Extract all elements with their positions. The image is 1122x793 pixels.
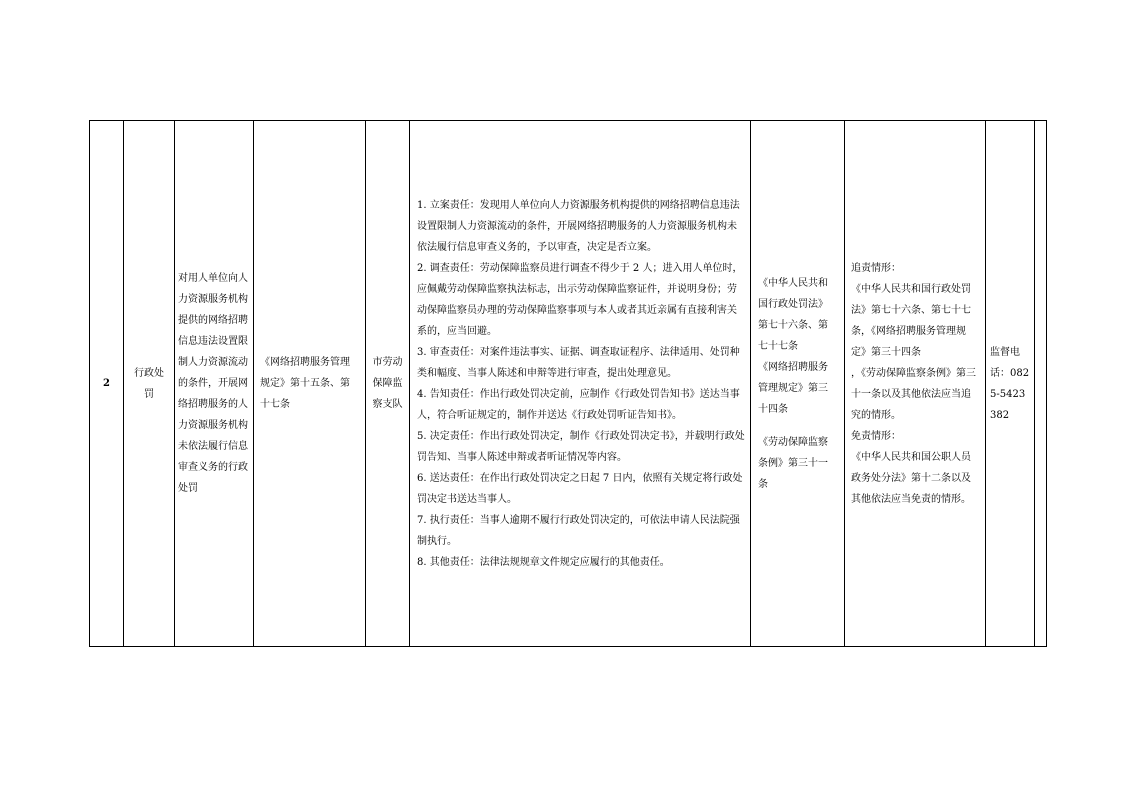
basis-cell: 《网络招聘服务管理规定》第十五条、第十七条 [254,121,366,647]
legal-basis-cell [751,121,845,647]
accountability-item: 《中华人民共和国行政处罚法》第七十六条、第七十七条，《网络招聘服务管理规定》第三十四条 [851,283,971,358]
accountability-heading: 追责情形： [851,262,901,274]
responsibility-table [89,120,1047,647]
row-number-cell: 2 [90,121,124,647]
contact-cell: 监督电话：0825-5423382 [986,121,1035,647]
responsibility-item: 1. 立案责任：发现用人单位向人力资源服务机构提供的网络招聘信息违法设置限制人力资源流动的条件，开展网络招聘服务的人力资源服务机构未依法履行信息审查义务的，予以审查，决定是否立案。 [417,199,740,253]
responsibility-item: 8. 其他责任：法律法规规章文件规定应履行的其他责任。 [417,556,670,568]
responsibility-item: 7. 执行责任：当事人逾期不履行行政处罚决定的，可依法申请人民法院强制执行。 [417,514,740,547]
power-item-cell: 对用人单位向人力资源服务机构提供的网络招聘信息违法设置限制人力资源流动的条件，开展网络招聘服务的人力资源服务机构未依法履行信息审查义务的行政处罚 [175,121,254,647]
power-type-cell: 行政处罚 [124,121,175,647]
legal-basis-item: 《网络招聘服务管理规定》第三十四条 [758,361,828,415]
legal-basis-item: 《劳动保障监察条例》第三十一条 [758,436,828,490]
exemption-item: 《中华人民共和国公职人员政务处分法》第十二条以及其他依法应当免责的情形。 [851,451,971,505]
remark-cell [1035,121,1047,647]
responsibility-item: 6. 送达责任：在作出行政处罚决定之日起 7 日内，依照有关规定将行政处罚决定书送达当事人。 [417,472,743,505]
responsibility-cell [410,121,751,647]
table-row [90,121,1047,647]
accountability-item: ，《劳动保障监察条例》第三十一条以及其他依法应当追究的情形。 [851,367,976,421]
responsibility-item: 3. 审查责任：对案件违法事实、证据、调查取证程序、法律适用、处罚种类和幅度、当事人陈述和申辩等进行审查，提出处理意见。 [417,346,740,379]
legal-basis-item: 《中华人民共和国行政处罚法》第七十六条、第七十七条 [758,277,828,352]
accountability-cell [845,121,986,647]
responsibility-item: 2. 调查责任：劳动保障监察员进行调查不得少于 2 人；进入用人单位时，应佩戴劳动保障监察执法标志，出示劳动保障监察证件，并说明身份；劳动保障监察员办理的劳动保障监察事项与本人或者其近亲属有直接利害关系的，应当回避。 [417,262,743,337]
responsibility-item: 4. 告知责任：作出行政处罚决定前，应制作《行政处罚告知书》送达当事人，符合听证规定的，制作并送达《行政处罚听证告知书》。 [417,388,740,421]
exemption-heading: 免责情形： [851,430,901,442]
responsibility-item: 5. 决定责任：作出行政处罚决定，制作《行政处罚决定书》，并载明行政处罚告知、当事人陈述申辩或者听证情况等内容。 [417,430,745,463]
department-cell: 市劳动保障监察支队 [366,121,410,647]
